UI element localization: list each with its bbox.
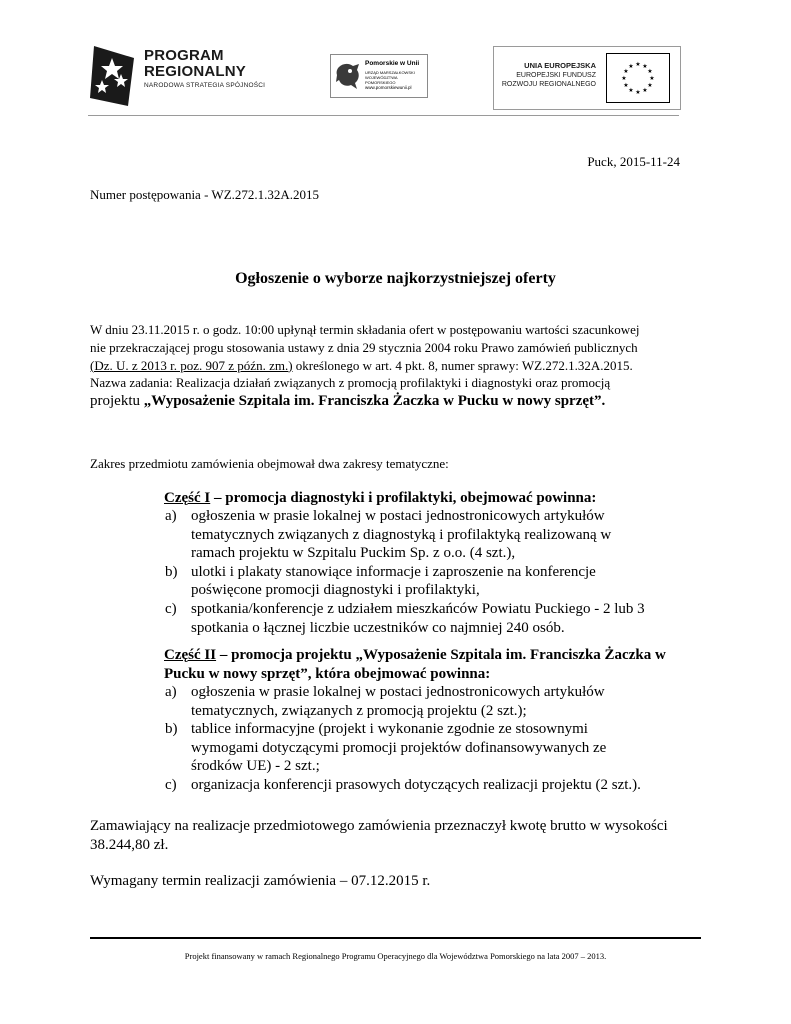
eu-fund-name-2: ROZWOJU REGIONALNEGO: [501, 81, 596, 88]
budget-amount: Zamawiający na realizacje przedmiotowego zamówienia przeznaczył kwotę brutto w wysokości 38.244,80 zł.: [90, 818, 668, 853]
svg-text:★: ★: [635, 89, 641, 96]
program-regionalny-star-mark: [88, 44, 140, 108]
svg-text:★: ★: [647, 82, 653, 89]
list-item-letter: b): [165, 721, 178, 738]
program-regionalny-logo: [88, 44, 288, 108]
svg-text:★: ★: [649, 75, 655, 82]
footer-funding-note: Projekt finansowany w ramach Regionalnego Programu Operacyjnego dla Województwa Pomorskiego na lata 2007 – 2013.: [184, 951, 607, 961]
svg-text:★: ★: [623, 82, 629, 89]
part-1-list: [165, 507, 645, 637]
pomorskie-griffin-icon: [335, 61, 363, 91]
part-2-label: Część II: [164, 647, 217, 663]
intro-line-2: nie przekraczającej progu stosowania ustawy z dnia 29 stycznia 2004 roku Prawo zamówień publicznych: [90, 339, 638, 355]
document-title: Ogłoszenie o wyborze najkorzystniejszej oferty: [235, 270, 556, 287]
program-regionalny-title: PROGRAM REGIONALNY: [144, 47, 247, 80]
list-item-letter: c): [165, 776, 177, 793]
svg-text:★: ★: [623, 68, 629, 75]
svg-text:★: ★: [635, 61, 641, 68]
project-name: „Wyposażenie Szpitala im. Franciszka Żaczka w Pucku w nowy sprzęt”.: [143, 393, 606, 410]
list-item: c) spotkania/konferencje z udziałem mieszkańców Powiatu Puckiego - 2 lub 3 spotkania o łącznej liczbie uczestników co najmniej 240 osób.: [165, 600, 645, 636]
list-item-letter: b): [165, 563, 178, 580]
reference-number: Numer postępowania - WZ.272.1.32A.2015: [90, 187, 320, 202]
svg-text:★: ★: [642, 63, 648, 70]
pomorskie-url: www.pomorskiewunii.pl: [365, 85, 412, 90]
svg-text:★: ★: [621, 75, 627, 82]
pomorskie-w-unii-logo: [330, 54, 428, 98]
completion-deadline: Wymagany termin realizacji zamówienia – 07.12.2015 r.: [90, 873, 431, 889]
svg-text:★: ★: [628, 87, 634, 94]
part-2-heading: Część II – promocja projektu „Wyposażenie Szpitala im. Franciszka Żaczka w Pucku w nowy sprzęt”, która obejmować powinna:: [164, 647, 666, 682]
part-1-label: Część I: [164, 490, 211, 506]
intro-line-5: projektu „Wyposażenie Szpitala im. Franciszka Żaczka w Pucku w nowy sprzęt”.: [90, 393, 606, 410]
scope-intro: Zakres przedmiotu zamówienia obejmował dwa zakresy tematyczne:: [90, 456, 449, 471]
header-divider: [88, 115, 679, 116]
pomorskie-title: Pomorskie w Unii: [365, 60, 420, 67]
list-item-letter: a): [165, 508, 177, 524]
eu-title: UNIA EUROPEJSKA: [524, 61, 596, 70]
legal-reference-link[interactable]: (Dz. U. z 2013 r. poz. 907 z późn. zm.): [90, 357, 293, 373]
place-date: Puck, 2015-11-24: [587, 154, 680, 169]
svg-text:★: ★: [628, 63, 634, 70]
footer-divider: [90, 937, 701, 939]
eu-fund-name: EUROPEJSKI FUNDUSZ: [516, 72, 596, 79]
eu-flag-icon: [606, 53, 670, 103]
part-2-list: [165, 683, 641, 795]
intro-paragraph: [90, 321, 640, 411]
list-item: b) tablice informacyjne (projekt i wykonanie zgodnie ze stosownymi wymogami dotyczącymi promocji projektów dofinansowywanych ze środków UE) - 2 szt.;: [165, 721, 607, 775]
intro-line-3: (Dz. U. z 2013 r. poz. 907 z późn. zm.) określonego w art. 4 pkt. 8, numer sprawy: WZ.272.1.32A.2015.: [90, 357, 633, 373]
pomorskie-office: URZĄD MARSZAŁKOWSKI WOJEWÓDZTWA POMORSKIEGO: [365, 70, 415, 85]
part-1-heading: Część I – promocja diagnostyki i profilaktyki, obejmować powinna:: [164, 490, 597, 506]
list-item: c) organizacja konferencji prasowych dotyczących realizacji projektu (2 szt.).: [165, 776, 641, 793]
list-item-letter: a): [165, 684, 177, 700]
list-item: b) ulotki i plakaty stanowiące informacje i zaproszenie na konferencje poświęcone promocji diagnostyki i profilaktyki,: [165, 563, 596, 599]
list-item: a) ogłoszenia w prasie lokalnej w postaci jednostronicowych artykułów tematycznych, związanych z promocją projektu (2 szt.);: [165, 684, 605, 719]
intro-line-1: W dniu 23.11.2015 r. o godz. 10:00 upłynął termin składania ofert w postępowaniu wartości szacunkowej: [90, 322, 640, 337]
intro-line-4: Nazwa zadania: Realizacja działań związanych z promocją profilaktyki i diagnostyki oraz promocją: [90, 375, 611, 391]
program-regionalny-subtitle: NARODOWA STRATEGIA SPÓJNOŚCI: [144, 82, 266, 89]
list-item: a) ogłoszenia w prasie lokalnej w postaci jednostronicowych artykułów tematycznych związanych z diagnostyką i profilaktyką realizowaną w ramach projektu w Szpitalu Puckim Sp. z o.o. (4 szt.),: [165, 508, 612, 562]
svg-text:★: ★: [642, 87, 648, 94]
list-item-letter: c): [165, 600, 177, 617]
eu-fund-logo: [493, 46, 681, 110]
svg-text:★: ★: [647, 68, 653, 75]
